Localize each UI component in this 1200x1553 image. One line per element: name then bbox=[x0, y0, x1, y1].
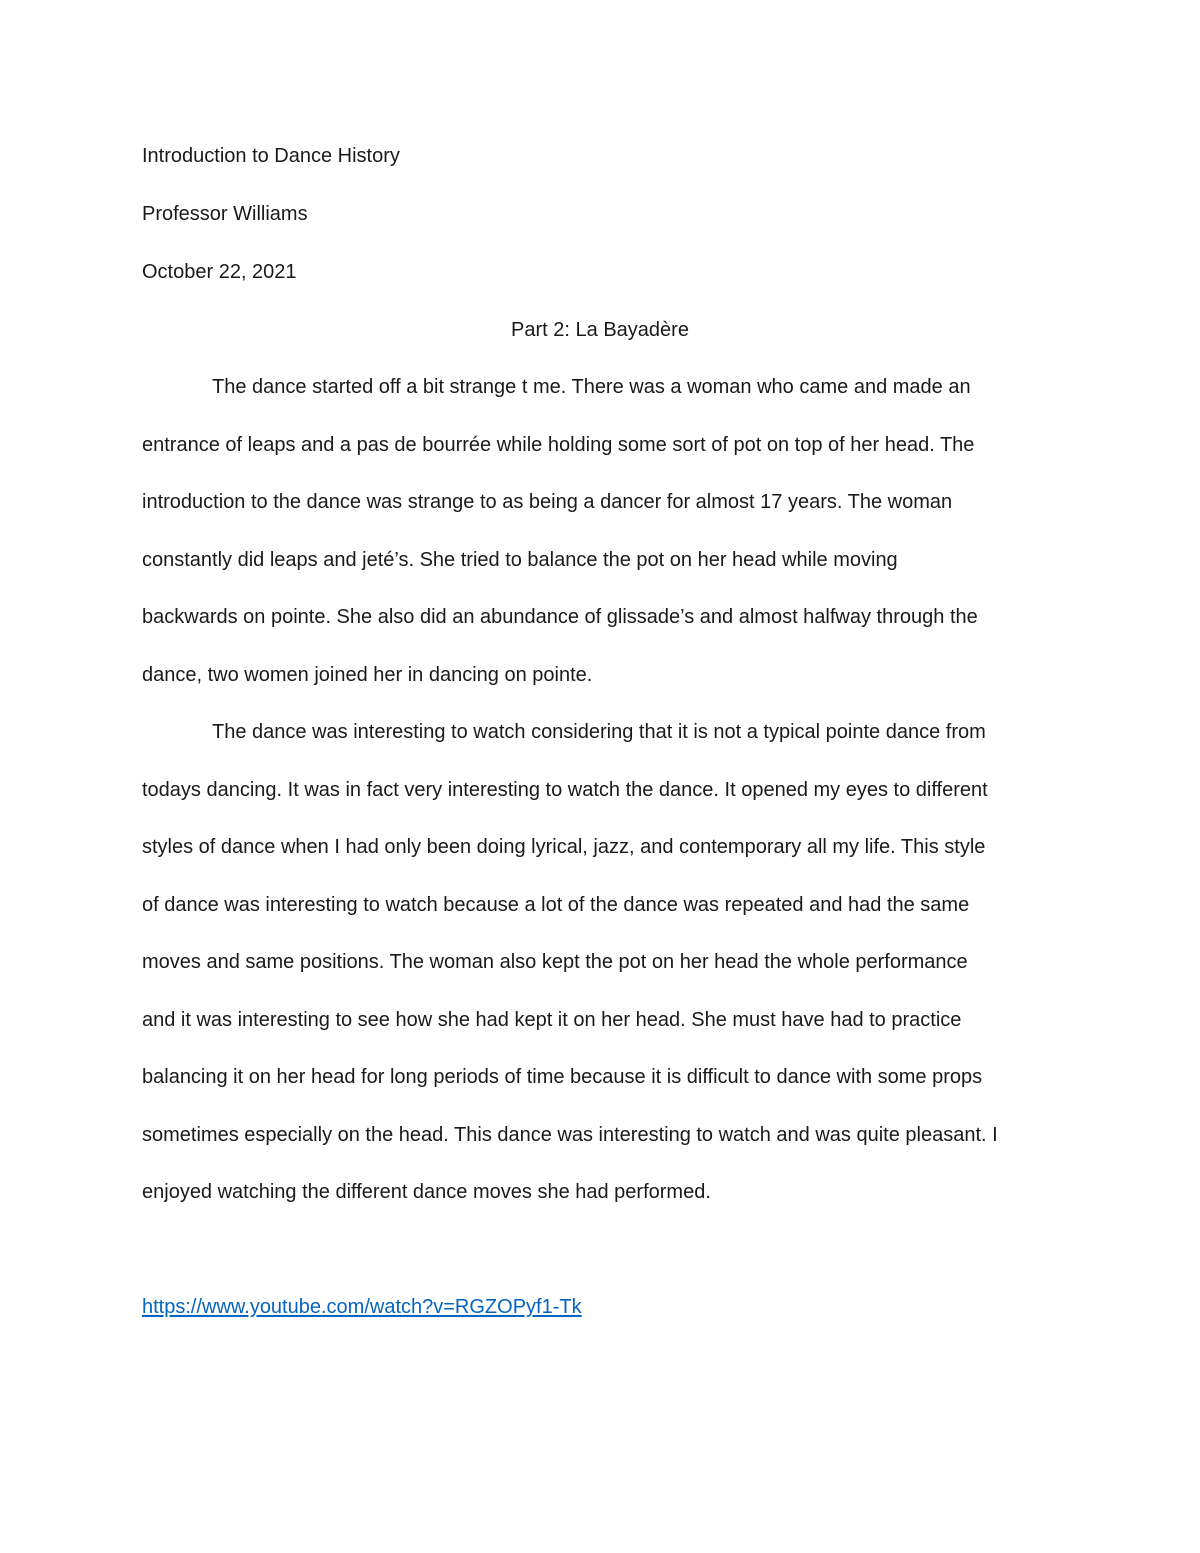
course-name: Introduction to Dance History bbox=[142, 145, 400, 167]
paragraph-2-line-5: moves and same positions. The woman also kept the pot on her head the whole performance bbox=[142, 951, 968, 973]
paragraph-1-line-6: dance, two women joined her in dancing on pointe. bbox=[142, 664, 593, 686]
paragraph-1-line-5: backwards on pointe. She also did an abundance of glissade’s and almost halfway through the bbox=[142, 606, 978, 628]
paragraph-2-line-3: styles of dance when I had only been doing lyrical, jazz, and contemporary all my life. This style bbox=[142, 836, 986, 858]
paragraph-2-line-8: sometimes especially on the head. This dance was interesting to watch and was quite pleasant. I bbox=[142, 1124, 998, 1146]
paragraph-2-line-2: todays dancing. It was in fact very interesting to watch the dance. It opened my eyes to different bbox=[142, 779, 988, 801]
paragraph-2-line-1: The dance was interesting to watch considering that it is not a typical pointe dance from bbox=[212, 721, 986, 743]
paragraph-1-line-1: The dance started off a bit strange t me. There was a woman who came and made an bbox=[212, 376, 971, 398]
paragraph-1-line-4: constantly did leaps and jeté’s. She tried to balance the pot on her head while moving bbox=[142, 549, 898, 571]
paragraph-1-line-3: introduction to the dance was strange to as being a dancer for almost 17 years. The woman bbox=[142, 491, 953, 513]
video-link[interactable]: https://www.youtube.com/watch?v=RGZOPyf1-Tk bbox=[142, 1296, 582, 1318]
paragraph-1-line-2: entrance of leaps and a pas de bourrée while holding some sort of pot on top of her head. The bbox=[142, 434, 975, 456]
document-date: October 22, 2021 bbox=[142, 261, 297, 283]
paragraph-2-line-7: balancing it on her head for long periods of time because it is difficult to dance with some props bbox=[142, 1066, 983, 1088]
professor-name: Professor Williams bbox=[142, 203, 308, 225]
paragraph-2-line-6: and it was interesting to see how she had kept it on her head. She must have had to practice bbox=[142, 1009, 962, 1031]
paragraph-2-line-9: enjoyed watching the different dance moves she had performed. bbox=[142, 1181, 711, 1203]
paragraph-2-line-4: of dance was interesting to watch because a lot of the dance was repeated and had the same bbox=[142, 894, 970, 916]
document-title: Part 2: La Bayadère bbox=[511, 319, 689, 341]
